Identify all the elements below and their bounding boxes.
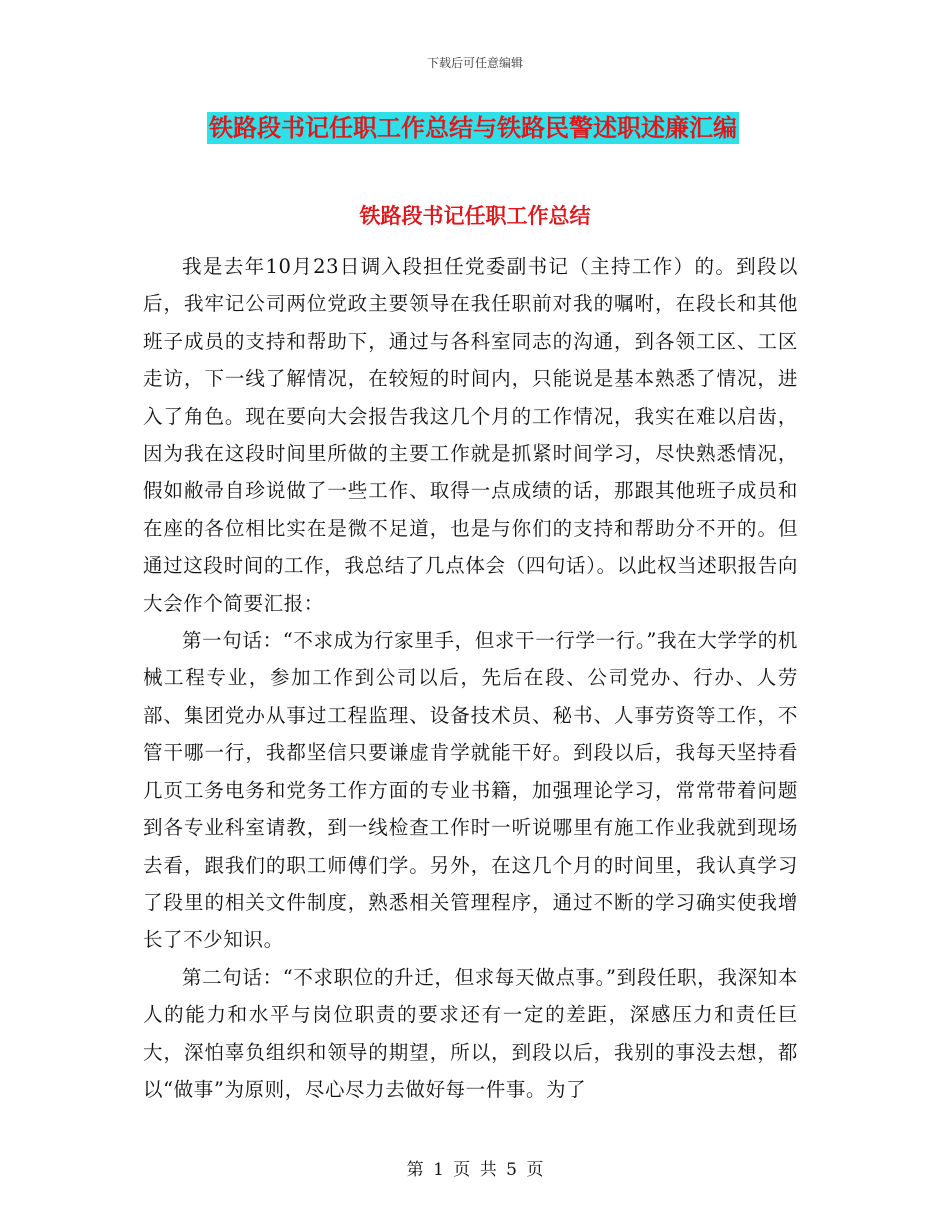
page-footer: 第 1 页 共 5 页 [406,1160,544,1180]
document-title: 铁路段书记任职工作总结与铁路民警述职述廉汇编 [209,113,737,142]
header-note: 下载后可任意编辑 [426,56,523,70]
section-title: 铁路段书记任职工作总结 [359,203,591,228]
paragraph-3: 第二句话：“不求职位的升迁，但求每天做点事。”到段任职，我深知本人的能力和水平与岗位职责的要求还有一定的差距，深感压力和责任巨大，深怕辜负组织和领导的期望，所以，到段以后，我别的事没去想，都以“做事”为原则，尽心尽力去做好每一件事。为了 [143,965,798,1101]
paragraph-2: 第一句话：“不求成为行家里手，但求干一行学一行。”我在大学学的机械工程专业，参加工作到公司以后，先后在段、公司党办、行办、人劳部、集团党办从事过工程监理、设备技术员、秘书、人事劳资等工作，不管干哪一行，我都坚信只要谦虚肯学就能干好。到段以后，我每天坚持看几页工务电务和党务工作方面的专业书籍，加强理论学习，常常带着问题到各专业科室请教，到一线检查工作时一听说哪里有施工作业我就到现场去看，跟我们的职工师傅们学。另外，在这几个月的时间里，我认真学习了段里的相关文件制度，熟悉相关管理程序，通过不断的学习确实使我增长了不少知识。 [143,629,798,952]
document-body [143,248,798,1108]
paragraph-1: 我是去年10月23日调入段担任党委副书记（主持工作）的。到段以后，我牢记公司两位党政主要领导在我任职前对我的嘱咐，在段长和其他班子成员的支持和帮助下，通过与各科室同志的沟通，到各领工区、工区走访，下一线了解情况，在较短的时间内，只能说是基本熟悉了情况，进入了角色。现在要向大会报告我这几个月的工作情况，我实在难以启齿，因为我在这段时间里所做的主要工作就是抓紧时间学习，尽快熟悉情况，假如敝帚自珍说做了一些工作、取得一点成绩的话，那跟其他班子成员和在座的各位相比实在是微不足道，也是与你们的支持和帮助分不开的。但通过这段时间的工作，我总结了几点体会（四句话）。以此权当述职报告向大会作个简要汇报： [143,255,798,615]
